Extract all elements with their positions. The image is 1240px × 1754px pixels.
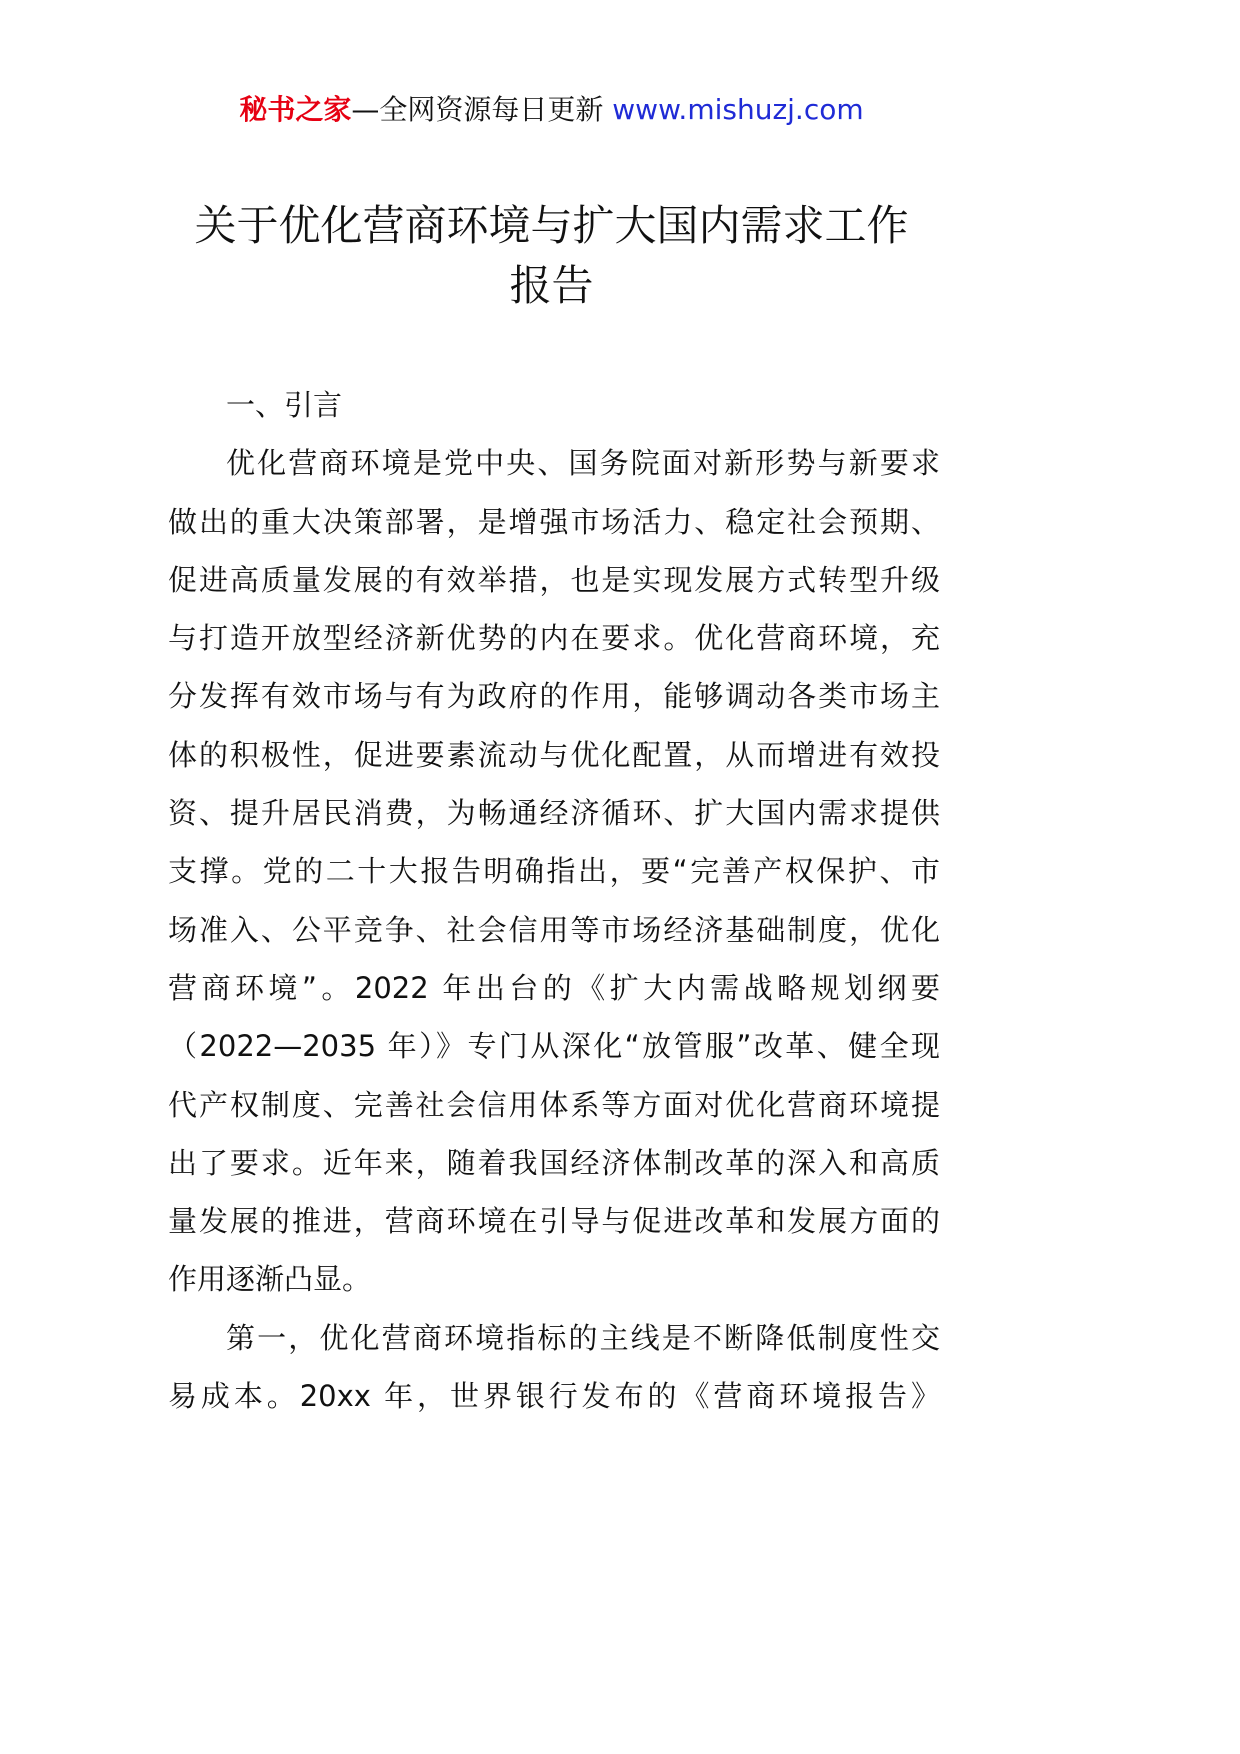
paragraph-line: 营商环境”。2022 年出台的《扩大内需战略规划纲要: [168, 970, 940, 1005]
paragraph-line: （2022—2035 年）》专门从深化“放管服”改革、健全现: [168, 1029, 940, 1064]
paragraph-line: 易成本。20xx 年，世界银行发布的《营商环境报告》: [168, 1379, 940, 1414]
site-header: [0, 88, 1103, 132]
paragraph-line: 第一，优化营商环境指标的主线是不断降低制度性交: [226, 1320, 940, 1355]
title-line-1: 关于优化营商环境与扩大国内需求工作: [194, 201, 909, 250]
paragraph-line: 促进高质量发展的有效举措，也是实现发展方式转型升级: [168, 562, 940, 597]
title-line-2: 报告: [509, 261, 594, 310]
site-brand: 秘书之家: [239, 93, 352, 126]
paragraph-line: 作用逐渐凸显。: [168, 1262, 372, 1297]
document-body: [168, 376, 940, 1425]
paragraph-line: 代产权制度、完善社会信用体系等方面对优化营商环境提: [168, 1087, 940, 1122]
paragraph-line: 出了要求。近年来，随着我国经济体制改革的深入和高质: [168, 1145, 940, 1180]
document-title: [0, 196, 1103, 316]
paragraph-line: 与打造开放型经济新优势的内在要求。优化营商环境，充: [168, 621, 940, 656]
paragraph-line: 场准入、公平竞争、社会信用等市场经济基础制度，优化: [168, 912, 940, 947]
paragraph-line: 优化营商环境是党中央、国务院面对新形势与新要求: [226, 446, 940, 481]
site-slogan: —全网资源每日更新: [351, 93, 613, 126]
paragraph-line: 量发展的推进，营商环境在引导与促进改革和发展方面的: [168, 1204, 940, 1239]
paragraph-line: 支撑。党的二十大报告明确指出，要“完善产权保护、市: [168, 854, 940, 889]
paragraph-line: 资、提升居民消费，为畅通经济循环、扩大国内需求提供: [168, 796, 940, 831]
paragraph-line: 体的积极性，促进要素流动与优化配置，从而增进有效投: [168, 737, 940, 772]
paragraph-line: 做出的重大决策部署，是增强市场活力、稳定社会预期、: [168, 504, 940, 539]
paragraph-line: 分发挥有效市场与有为政府的作用，能够调动各类市场主: [168, 679, 940, 714]
section-heading: 一、引言: [226, 388, 343, 422]
site-url-link[interactable]: www.mishuzj.com: [612, 93, 864, 126]
